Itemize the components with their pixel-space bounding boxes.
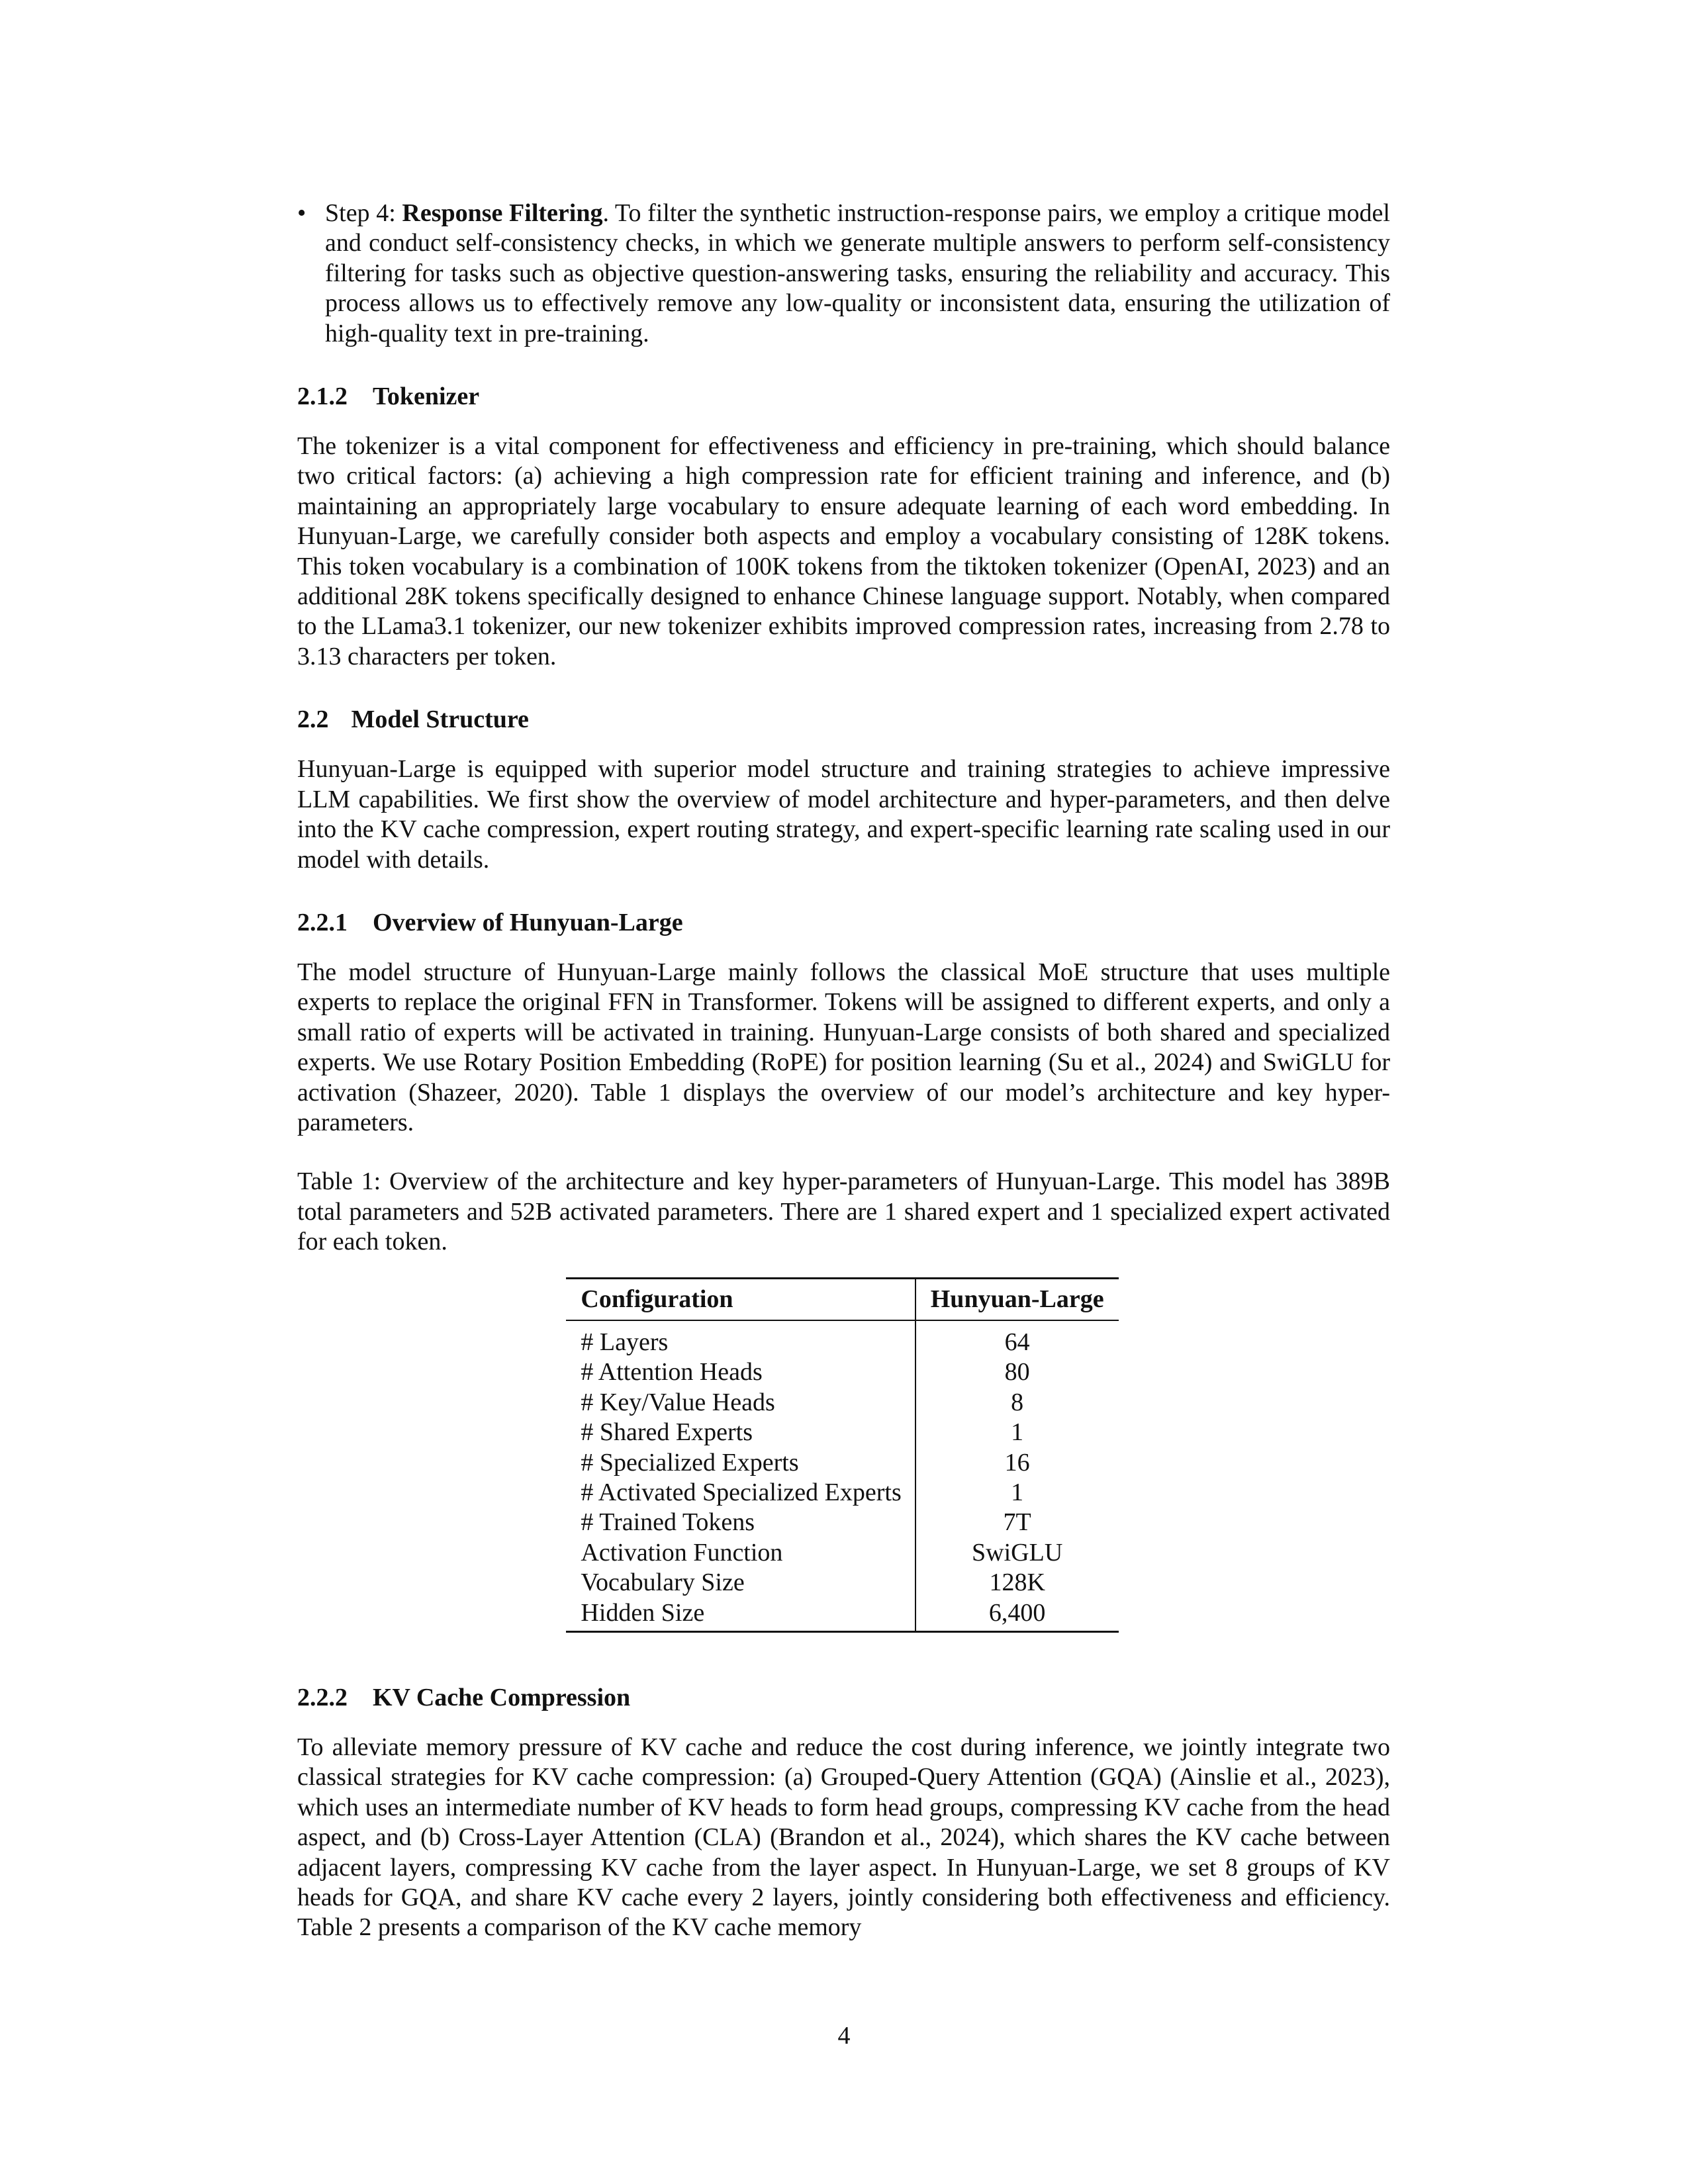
table-header-hunyuan-large: Hunyuan-Large: [915, 1278, 1119, 1320]
section-number: 2.2: [297, 705, 329, 734]
table-cell-config: # Attention Heads: [566, 1357, 915, 1387]
section-heading-2-2: [297, 705, 1390, 735]
overview-paragraph: The model structure of Hunyuan-Large mainly follows the classical MoE structure that uses multiple experts to replace the original FFN in Transformer. Tokens will be assigned to different experts, and only a small ratio of experts will be activated in training. Hunyuan-Large consists of both shared and specialized experts. We use Rotary Position Embedding (RoPE) for position learning (Su et al., 2024) and SwiGLU for activation (Shazeer, 2020). Table 1 displays the overview of our model’s architecture and key hyper-parameters.: [297, 958, 1390, 1136]
table-cell-config: Vocabulary Size: [566, 1568, 915, 1598]
step4-bullet-item: [297, 199, 1390, 349]
kv-cache-paragraph: To alleviate memory pressure of KV cache and reduce the cost during inference, we jointly integrate two classical strategies for KV cache compression: (a) Grouped-Query Attention (GQA) (Ainslie et al., 2023), which uses an intermediate number of KV heads to form head groups, compressing KV cache from the head aspect, and (b) Cross-Layer Attention (CLA) (Brandon et al., 2024), which shares the KV cache between adjacent layers, compressing KV cache from the layer aspect. In Hunyuan-Large, we set 8 groups of KV heads for GQA, and share KV cache every 2 layers, jointly considering both effectiveness and efficiency. Table 2 presents a comparison of the KV cache memory: [297, 1733, 1390, 1942]
table-row: [566, 1538, 1118, 1568]
section-number: 2.2.2: [297, 1684, 348, 1712]
table-cell-value: SwiGLU: [972, 1538, 1063, 1567]
bullet-marker: •: [297, 199, 306, 227]
table-cell-value: 1: [1011, 1418, 1024, 1447]
step4-bold-term: Response Filtering: [402, 199, 603, 227]
table-row: [566, 1478, 1118, 1508]
table-cell-value: 16: [1004, 1448, 1030, 1477]
step4-text: . To filter the synthetic instruction-response pairs, we employ a critique model and conduct self-consistency checks, in which we generate multiple answers to perform self-consistency filtering for tasks such as objective question-answering tasks, ensuring the reliability and accuracy. This process allows us to effectively remove any low-quality or inconsistent data, ensuring the utilization of high-quality text in pre-training.: [325, 199, 1390, 347]
table-row: [566, 1448, 1118, 1478]
table-cell-value: 80: [1004, 1358, 1030, 1387]
section-heading-2-2-2: [297, 1683, 1390, 1713]
table-cell-value: 6,400: [988, 1598, 1046, 1627]
table-cell-value: 7T: [1003, 1508, 1031, 1537]
table-row: [566, 1568, 1118, 1598]
tokenizer-paragraph: The tokenizer is a vital component for effectiveness and efficiency in pre-training, which should balance two critical factors: (a) achieving a high compression rate for efficient training and inference, and (b) maintaining an appropriately large vocabulary to ensure adequate learning of each word embedding. In Hunyuan-Large, we carefully consider both aspects and employ a vocabulary consisting of 128K tokens. This token vocabulary is a combination of 100K tokens from the tiktoken tokenizer (OpenAI, 2023) and an additional 28K tokens specifically designed to enhance Chinese language support. Notably, when compared to the LLama3.1 tokenizer, our new tokenizer exhibits improved compression rates, increasing from 2.78 to 3.13 characters per token.: [297, 432, 1390, 670]
model-structure-paragraph: Hunyuan-Large is equipped with superior model structure and training strategies to achieve impressive LLM capabilities. We first show the overview of model architecture and hyper-parameters, and then delve into the KV cache compression, expert routing strategy, and expert-specific learning rate scaling used in our model with details.: [297, 755, 1390, 874]
table-row: [566, 1598, 1118, 1632]
table-row: [566, 1508, 1118, 1537]
table-header-configuration: Configuration: [566, 1278, 915, 1320]
table-cell-value: 64: [1004, 1328, 1030, 1356]
section-heading-2-2-1: [297, 908, 1390, 938]
page-content: [297, 199, 1390, 1943]
table-cell-value: 8: [1011, 1388, 1024, 1416]
table-row: [566, 1418, 1118, 1447]
section-number: 2.2.1: [297, 908, 348, 936]
table-cell-config: Hidden Size: [566, 1598, 915, 1632]
table-cell-config: # Activated Specialized Experts: [566, 1478, 915, 1508]
section-title: Tokenizer: [373, 383, 480, 411]
section-title: Model Structure: [351, 705, 529, 734]
table-cell-value: 128K: [989, 1569, 1045, 1597]
table1-caption: Table 1: Overview of the architecture and key hyper-parameters of Hunyuan-Large. This model has 389B total parameters and 52B activated parameters. There are 1 shared expert and 1 specialized expert activated for each token.: [297, 1167, 1390, 1256]
table-cell-config: # Specialized Experts: [566, 1448, 915, 1478]
section-title: KV Cache Compression: [373, 1684, 631, 1712]
table-cell-config: # Key/Value Heads: [566, 1388, 915, 1418]
table-cell-config: # Trained Tokens: [566, 1508, 915, 1537]
page-number: 4: [837, 2022, 851, 2050]
table-row: [566, 1388, 1118, 1418]
table-cell-config: Activation Function: [566, 1538, 915, 1568]
step4-prefix: Step 4:: [325, 199, 402, 227]
table-row: [566, 1320, 1118, 1357]
table1-configuration: [566, 1277, 1118, 1633]
table-header-row: [566, 1278, 1118, 1320]
table-cell-config: # Shared Experts: [566, 1418, 915, 1447]
table-row: [566, 1357, 1118, 1387]
section-number: 2.1.2: [297, 383, 348, 411]
table-cell-value: 1: [1011, 1479, 1024, 1506]
table-cell-config: # Layers: [566, 1320, 915, 1357]
section-heading-2-1-2: [297, 382, 1390, 412]
section-title: Overview of Hunyuan-Large: [373, 908, 683, 936]
